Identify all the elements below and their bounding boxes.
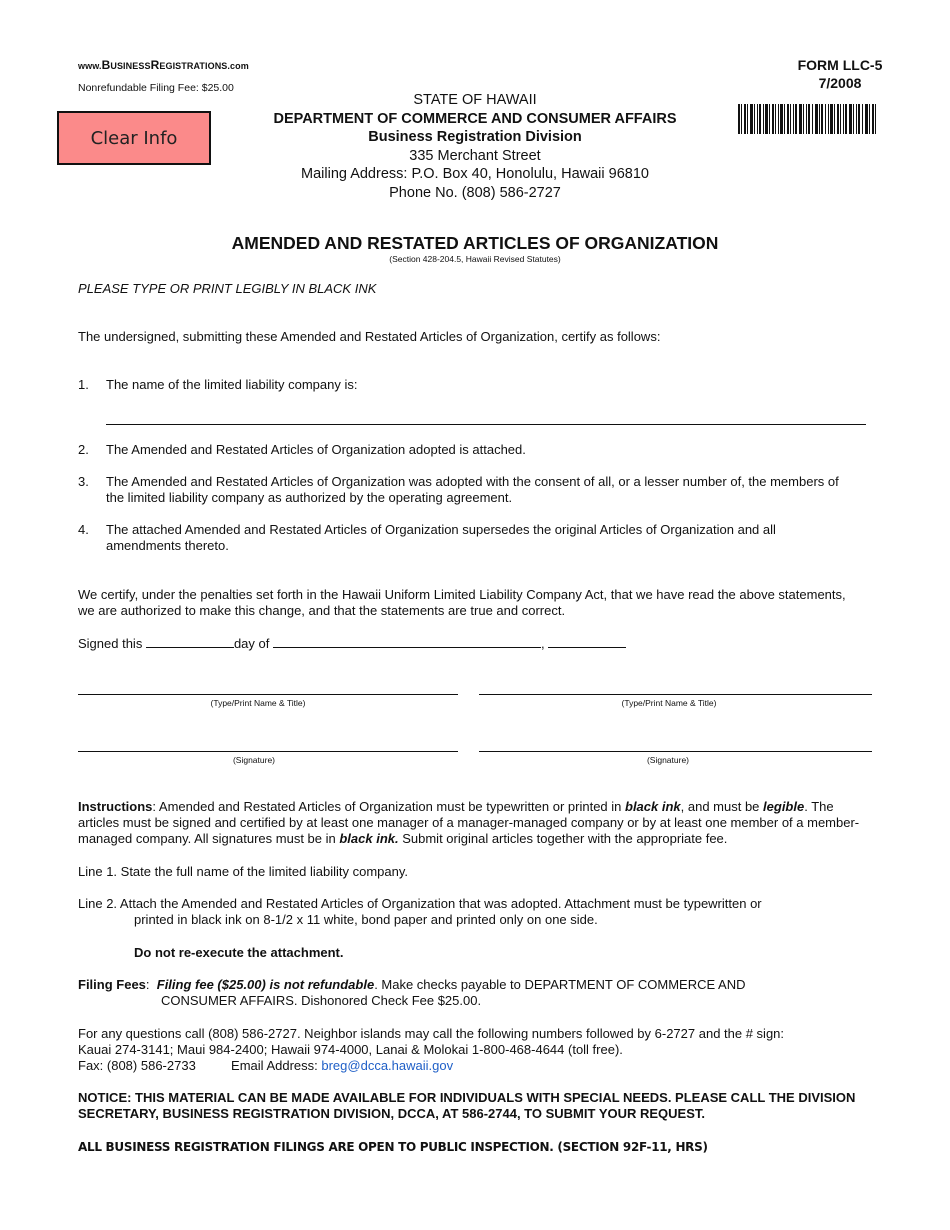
item-1-text: The name of the limited liability company is: <box>106 377 358 392</box>
fax-number: Fax: (808) 586-2733 <box>78 1058 196 1073</box>
signature-field-1[interactable] <box>78 751 458 752</box>
clear-info-button[interactable]: Clear Info <box>57 111 211 165</box>
line-2-instruction: Line 2. Attach the Amended and Restated Articles of Organization that was adopted. Attachment must be typewritten or <box>78 896 762 911</box>
contact-line-2: Kauai 274-3141; Maui 984-2400; Hawaii 974-4000, Lanai & Molokai 1-800-468-4644 (toll free). <box>78 1042 623 1057</box>
fees-label: Filing Fees <box>78 977 146 992</box>
form-date: 7/2008 <box>818 75 862 91</box>
caption-signature-1: (Signature) <box>232 755 276 765</box>
barcode-image <box>738 104 878 134</box>
mailing-address: Mailing Address: P.O. Box 40, Honolulu, Hawaii 96810 <box>301 166 649 182</box>
fees-not-refundable: Filing fee ($25.00) is not refundable <box>156 977 375 992</box>
signed-day-field[interactable] <box>146 635 234 648</box>
name-title-field-2[interactable] <box>479 694 872 695</box>
form-number <box>760 56 920 92</box>
line-1-instruction: Line 1. State the full name of the limited liability company. <box>78 864 408 879</box>
item-3-text: The Amended and Restated Articles of Organization was adopted with the consent of all, or a lesser number of, the members of the limited liability company as authorized by the operating agreement. <box>106 474 839 505</box>
item-1-number: 1. <box>78 377 89 392</box>
instructions-black-ink-2: black ink. <box>339 831 399 846</box>
signed-month-field[interactable] <box>273 635 541 648</box>
site-r: R <box>150 58 160 72</box>
item-2-number: 2. <box>78 442 89 457</box>
instructions-text-1: : Amended and Restated Articles of Organization must be typewritten or printed in <box>152 799 625 814</box>
site-usiness: USINESS <box>110 61 151 71</box>
item-2-text: The Amended and Restated Articles of Organization adopted is attached. <box>106 442 526 457</box>
email-link[interactable]: breg@dcca.hawaii.gov <box>321 1058 454 1073</box>
signed-line <box>78 635 626 652</box>
caption-signature-2: (Signature) <box>646 755 690 765</box>
signed-prefix: Signed this <box>78 636 143 651</box>
company-name-field[interactable] <box>106 424 866 425</box>
statute-reference: (Section 428-204.5, Hawaii Revised Statutes) <box>389 254 561 264</box>
form-number-label: FORM LLC-5 <box>797 57 883 73</box>
contact-line-3 <box>78 1058 453 1074</box>
item-3 <box>78 474 848 506</box>
website-link[interactable] <box>78 58 249 72</box>
filing-fees-paragraph <box>78 977 746 993</box>
no-reexecute-note: Do not re-execute the attachment. <box>134 945 344 960</box>
instructions-black-ink: black ink <box>625 799 681 814</box>
instructions-paragraph <box>78 799 878 847</box>
instructions-text-2: , and must be <box>680 799 764 814</box>
fees-text-1: . Make checks payable to DEPARTMENT OF COMMERCE AND <box>374 977 746 992</box>
site-prefix: www. <box>78 61 102 71</box>
special-needs-notice: NOTICE: THIS MATERIAL CAN BE MADE AVAILABLE FOR INDIVIDUALS WITH SPECIAL NEEDS. PLEASE CALL THE DIVISION SECRETARY, BUSINESS REGISTRATION DIVISION, DCCA, AT 586-2744, TO SUBMIT YOUR REQUEST. <box>78 1090 856 1121</box>
fees-colon: : <box>145 977 157 992</box>
form-title: AMENDED AND RESTATED ARTICLES OF ORGANIZATION <box>231 233 719 253</box>
email-label: Email Address: <box>231 1058 318 1073</box>
site-b: B <box>101 58 111 72</box>
signed-year-field[interactable] <box>548 635 626 648</box>
certify-statement: We certify, under the penalties set forth in the Hawaii Uniform Limited Liability Company Act, that we have read the above statements, we are authorized to make this change, and that the statements are true and correct. <box>78 587 846 618</box>
line-2-instruction-cont: printed in black ink on 8-1/2 x 11 white, bond paper and printed only on one side. <box>134 912 598 927</box>
filing-fee-note: Nonrefundable Filing Fee: $25.00 <box>78 82 234 94</box>
signed-day-of: day of <box>233 636 270 651</box>
division-name: Business Registration Division <box>368 129 582 145</box>
item-4 <box>78 522 848 554</box>
intro-text: The undersigned, submitting these Amended and Restated Articles of Organization, certify as follows: <box>78 329 661 344</box>
street-address: 335 Merchant Street <box>409 147 541 164</box>
department-name: DEPARTMENT OF COMMERCE AND CONSUMER AFFAIRS <box>273 110 677 127</box>
contact-line-1: For any questions call (808) 586-2727. Neighbor islands may call the following numbers followed by 6-2727 and the # sign: <box>78 1026 785 1041</box>
phone-number: Phone No. (808) 586-2727 <box>389 184 561 201</box>
name-title-field-1[interactable] <box>78 694 458 695</box>
print-notice: PLEASE TYPE OR PRINT LEGIBLY IN BLACK INK <box>78 281 377 296</box>
instructions-text-3: . The articles must be signed and certified by at least one manager of a manager-managed company or by at least one member of a member-managed company. All signatures must be in <box>78 799 860 846</box>
item-4-number: 4. <box>78 522 89 537</box>
agency-header <box>230 91 720 202</box>
instructions-label: Instructions <box>78 799 153 814</box>
item-3-number: 3. <box>78 474 89 489</box>
public-inspection-notice: ALL BUSINESS REGISTRATION FILINGS ARE OPEN TO PUBLIC INSPECTION. (SECTION 92F-11, HRS) <box>78 1140 708 1154</box>
item-4-text: The attached Amended and Restated Articles of Organization supersedes the original Articles of Organization and all amendments thereto. <box>106 522 776 553</box>
caption-name-title-1: (Type/Print Name & Title) <box>210 698 306 708</box>
fees-text-2: CONSUMER AFFAIRS. Dishonored Check Fee $25.00. <box>161 993 482 1008</box>
site-suffix: .com <box>227 61 249 71</box>
item-1 <box>78 377 868 393</box>
instructions-text-4: Submit original articles together with the appropriate fee. <box>398 831 728 846</box>
item-2 <box>78 442 868 458</box>
state-name: STATE OF HAWAII <box>413 92 537 108</box>
signature-field-2[interactable] <box>479 751 872 752</box>
site-egistrations: EGISTRATIONS <box>159 61 228 71</box>
signed-comma: , <box>541 636 545 651</box>
caption-name-title-2: (Type/Print Name & Title) <box>621 698 717 708</box>
instructions-legible: legible <box>763 799 805 814</box>
